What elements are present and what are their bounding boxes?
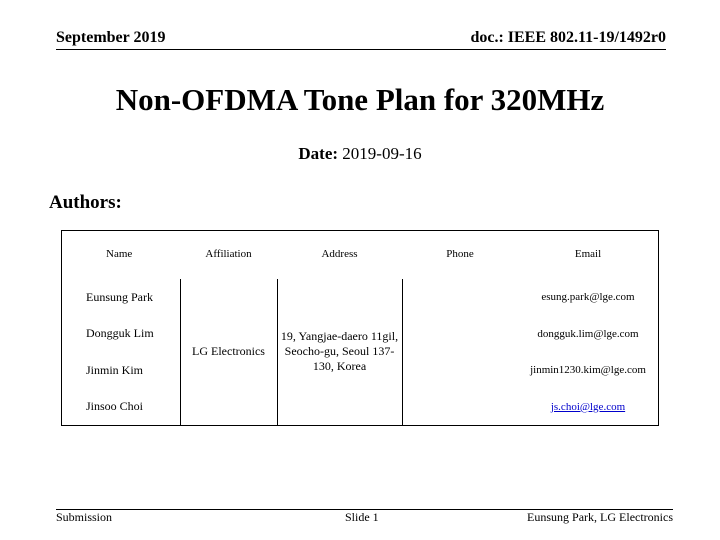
column-header-phone: Phone — [446, 248, 474, 261]
footer-submission: Submission — [56, 510, 113, 524]
author-name: Jinmin Kim — [86, 362, 144, 377]
header-doc-id: doc.: IEEE 802.11-19/1492r0 — [470, 29, 666, 46]
author-name: Dongguk Lim — [86, 326, 154, 341]
author-email[interactable]: esung.park@lge.com — [541, 291, 635, 304]
author-phone — [402, 352, 518, 389]
authors-table-header — [61, 230, 658, 279]
author-email[interactable]: dongguk.lim@lge.com — [537, 327, 639, 340]
slide-title: Non-OFDMA Tone Plan for 320MHz — [115, 82, 605, 117]
date-label: Date: — [298, 144, 339, 163]
authors-table — [61, 230, 659, 425]
table-row — [61, 279, 658, 316]
author-phone — [402, 388, 518, 425]
footer-slide-number: Slide 1 — [345, 510, 379, 524]
header-divider — [56, 49, 666, 50]
header-date: September 2019 — [56, 29, 166, 46]
author-affiliation: LG Electronics — [180, 279, 277, 425]
author-phone — [402, 279, 518, 316]
column-header-name: Name — [106, 248, 133, 261]
author-name: Jinsoo Choi — [86, 399, 144, 414]
date-value: 2019-09-16 — [342, 144, 422, 163]
author-email-link[interactable] — [518, 388, 658, 425]
column-header-address: Address — [321, 248, 358, 261]
author-address: 19, Yangjae-daero 11gil, Seocho-gu, Seoul 137-130, Korea — [277, 279, 402, 425]
column-header-affiliation: Affiliation — [205, 248, 252, 261]
author-email[interactable]: jinmin1230.kim@lge.com — [530, 364, 646, 377]
email-link[interactable]: js.choi@lge.com — [550, 400, 626, 413]
author-name: Eunsung Park — [86, 289, 153, 304]
footer-author: Eunsung Park, LG Electronics — [527, 510, 673, 524]
author-phone — [402, 315, 518, 352]
column-header-email: Email — [574, 248, 602, 261]
date-line — [0, 144, 720, 164]
authors-heading: Authors: — [49, 192, 122, 213]
